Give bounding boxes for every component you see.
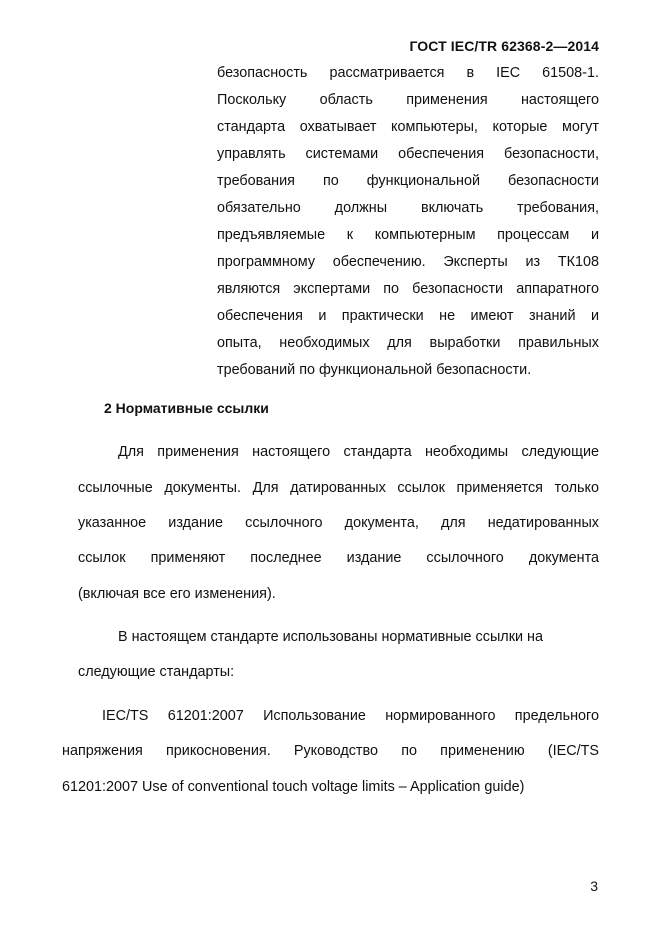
paragraph-line: указанное издание ссылочного документа, для недатированных — [78, 515, 599, 531]
paragraph-last-line: (включая все его изменения). — [78, 586, 276, 602]
note-line: программному обеспечению. Эксперты из ТК108 — [217, 254, 599, 270]
note-line: опыта, необходимых для выработки правильных — [217, 335, 599, 351]
note-line: требования по функциональной безопасности — [217, 173, 599, 189]
page-number: 3 — [590, 878, 598, 894]
reference-line: IEC/TS 61201:2007 Использование нормированного предельного — [102, 708, 599, 724]
paragraph-line: следующие стандарты: — [78, 664, 235, 680]
note-line: Поскольку область применения настоящего — [217, 92, 599, 108]
note-line: предъявляемые к компьютерным процессам и — [217, 227, 599, 243]
reference-last-line: 61201:2007 Use of conventional touch voltage limits – Application guide) — [62, 779, 525, 795]
paragraph-line: Для применения настоящего стандарта необходимы следующие — [118, 444, 599, 460]
note-line: обеспечения и практически не имеют знаний и — [217, 308, 599, 324]
note-last-line: требований по функциональной безопасности. — [217, 362, 532, 378]
note-line: управлять системами обеспечения безопасности, — [217, 146, 599, 162]
reference-line: напряжения прикосновения. Руководство по применению (IEC/TS — [62, 743, 599, 759]
paragraph-line: ссылок применяют последнее издание ссылочного документа — [78, 550, 599, 566]
note-line: стандарта охватывает компьютеры, которые могут — [217, 119, 599, 135]
standard-code-header: ГОСТ IEC/TR 62368-2—2014 — [409, 38, 599, 54]
section-heading: 2 Нормативные ссылки — [104, 400, 269, 416]
note-line: обязательно должны включать требования, — [217, 200, 599, 216]
paragraph-line: В настоящем стандарте использованы нормативные ссылки на — [118, 629, 543, 645]
note-line: безопасность рассматривается в IEC 61508-1. — [217, 65, 599, 81]
paragraph-line: ссылочные документы. Для датированных ссылок применяется только — [78, 480, 599, 496]
note-line: являются экспертами по безопасности аппаратного — [217, 281, 599, 297]
